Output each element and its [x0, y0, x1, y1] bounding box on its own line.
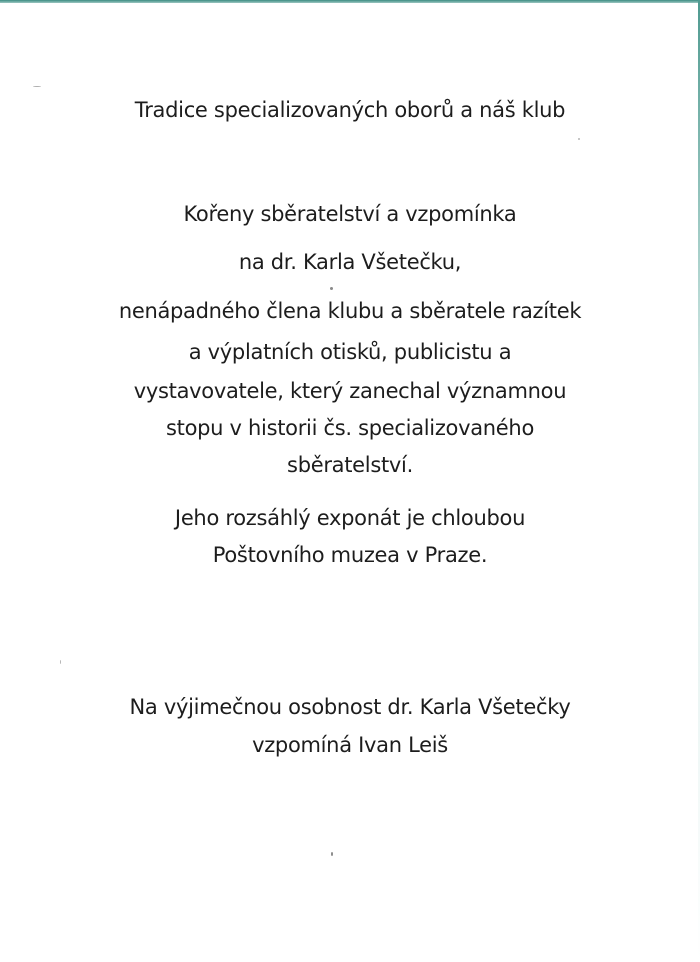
paragraph1-line: na dr. Karla Všetečku,	[238, 250, 462, 274]
paragraph1-line: stopu v historii čs. specializovaného	[166, 416, 534, 440]
paragraph1-line: a výplatních otisků, publicistu a	[188, 340, 512, 364]
scan-speck	[331, 852, 333, 856]
scan-speck	[33, 86, 41, 87]
paragraph2-line: Jeho rozsáhlý exponát je chloubou	[174, 506, 526, 530]
paragraph1-line: sběratelství.	[287, 453, 413, 477]
paragraph2-line: Poštovního muzea v Praze.	[212, 543, 488, 567]
document-title: Tradice specializovaných oborů a náš klub	[134, 98, 566, 122]
paragraph1-line: Kořeny sběratelství a vzpomínka	[183, 202, 517, 226]
scan-speck	[330, 287, 333, 290]
paragraph1-line: vystavovatele, který zanechal významnou	[133, 379, 567, 403]
closing-line: Na výjimečnou osobnost dr. Karla Všetečky	[129, 695, 571, 719]
scan-speck	[60, 660, 61, 664]
closing-line: vzpomíná Ivan Leiš	[252, 733, 448, 757]
paragraph1-line: nenápadného člena klubu a sběratele razítek	[118, 299, 582, 323]
scan-top-edge	[0, 0, 700, 3]
scan-speck	[578, 138, 580, 140]
